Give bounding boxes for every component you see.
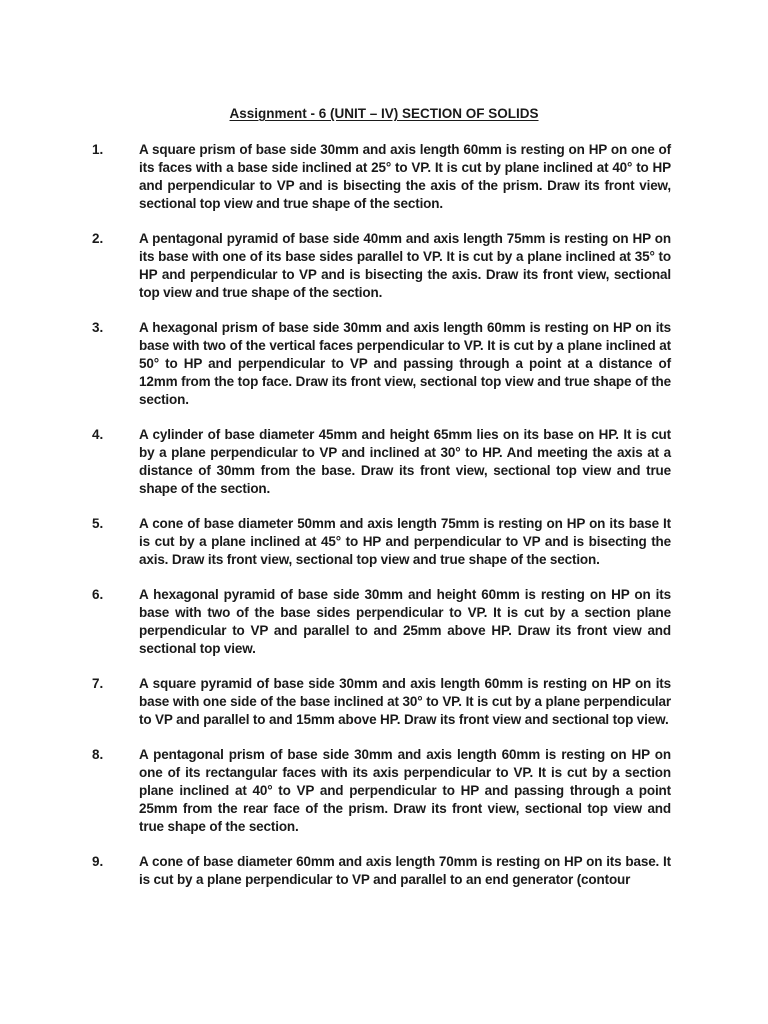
question-text: A cylinder of base diameter 45mm and height 65mm lies on its base on HP. It is cut by a plane perpendicular to VP and inclined at 30° to HP. And meeting the axis at a distance of 30mm from the base. Draw its front view, sectional top view and true shape of the section.: [139, 427, 671, 496]
question-item-4: [0, 426, 768, 498]
question-text: A cone of base diameter 60mm and axis length 70mm is resting on HP on its base. It is cut by a plane perpendicular to VP and parallel to an end generator (contour: [139, 854, 671, 887]
question-item-6: [0, 586, 768, 658]
question-number: 2.: [92, 231, 104, 246]
question-number: 3.: [92, 320, 104, 335]
question-item-2: [0, 230, 768, 302]
question-item-1: [0, 141, 768, 213]
question-number: 5.: [92, 516, 104, 531]
question-list: [0, 141, 768, 906]
question-number: 8.: [92, 747, 104, 762]
question-text: A square prism of base side 30mm and axis length 60mm is resting on HP on one of its faces with a base side inclined at 25° to VP. It is cut by plane inclined at 40° to HP and perpendicular to VP and is bisecting the axis of the prism. Draw its front view, sectional top view and true shape of the section.: [139, 142, 671, 211]
question-number: 1.: [92, 142, 104, 157]
question-text: A hexagonal pyramid of base side 30mm and height 60mm is resting on HP on its base with two of the base sides perpendicular to VP. It is cut by a section plane perpendicular to VP and parallel to and 25mm above HP. Draw its front view and sectional top view.: [139, 587, 671, 656]
question-number: 4.: [92, 427, 104, 442]
question-item-7: [0, 675, 768, 729]
question-item-8: [0, 746, 768, 836]
question-text: A cone of base diameter 50mm and axis length 75mm is resting on HP on its base It is cut by a plane inclined at 45° to HP and perpendicular to VP and is bisecting the axis. Draw its front view, sectional top view and true shape of the section.: [139, 516, 671, 567]
question-number: 7.: [92, 676, 104, 691]
question-item-3: [0, 319, 768, 409]
question-number: 9.: [92, 854, 104, 869]
question-item-5: [0, 515, 768, 569]
question-number: 6.: [92, 587, 104, 602]
document-title: Assignment - 6 (UNIT – IV) SECTION OF SOLIDS: [229, 106, 539, 121]
question-text: A pentagonal pyramid of base side 40mm and axis length 75mm is resting on HP on its base with one of its base sides parallel to VP. It is cut by a plane inclined at 35° to HP and perpendicular to VP and is bisecting the axis. Draw its front view, sectional top view and true shape of the section.: [139, 231, 671, 300]
question-text: A square pyramid of base side 30mm and axis length 60mm is resting on HP on its base with one side of the base inclined at 30° to VP. It is cut by a plane perpendicular to VP and parallel to and 15mm above HP. Draw its front view and sectional top view.: [139, 676, 671, 727]
question-item-9: [0, 853, 768, 889]
question-text: A pentagonal prism of base side 30mm and axis length 60mm is resting on HP on one of its rectangular faces with its axis perpendicular to VP. It is cut by a section plane inclined at 40° to VP and perpendicular to HP and passing through a point 25mm from the rear face of the prism. Draw its front view, sectional top view and true shape of the section.: [139, 747, 671, 834]
question-text: A hexagonal prism of base side 30mm and axis length 60mm is resting on HP on its base with two of the vertical faces perpendicular to VP. It is cut by a plane inclined at 50° to HP and perpendicular to VP and passing through a point at a distance of 12mm from the top face. Draw its front view, sectional top view and true shape of the section.: [139, 320, 671, 407]
